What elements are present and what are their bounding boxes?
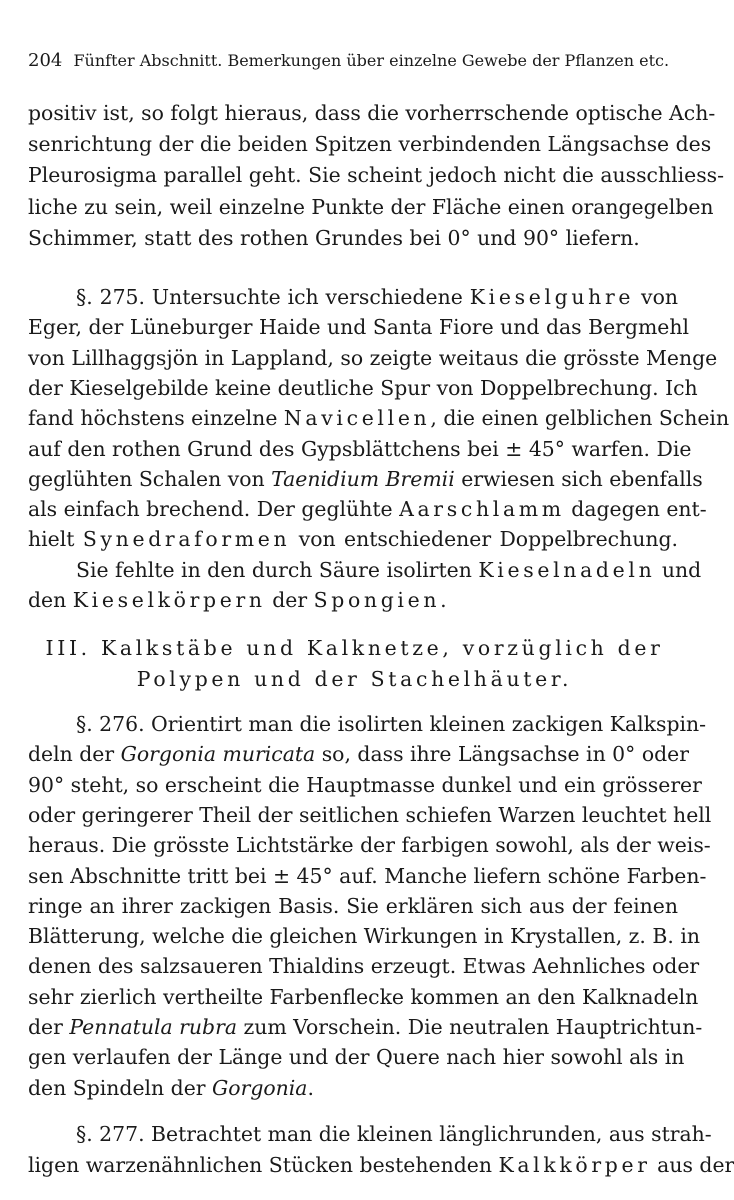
text-line: auf den rothen Grund des Gypsblättchens bei ± 45° warfen. Die — [28, 436, 692, 461]
text-line: den Spindeln der Gorgonia. — [28, 1075, 314, 1100]
text-line: Schimmer, statt des rothen Grundes bei 0° und 90° liefern. — [28, 225, 640, 250]
text-line: heraus. Die grösste Lichtstärke der farbigen sowohl, als der weis- — [28, 833, 711, 858]
text-line: liche zu sein, weil einzelne Punkte der Fläche einen orangegelben — [28, 194, 714, 219]
running-header — [28, 50, 688, 71]
page-number: 204 — [28, 50, 63, 71]
text-line: denen des salzsaueren Thialdins erzeugt. Etwas Aehnliches oder — [28, 954, 700, 979]
text-line: senrichtung der die beiden Spitzen verbindenden Längsachse des — [28, 132, 712, 157]
text-line: den Kieselkörpern der Spongien. — [28, 588, 447, 612]
text-line: Eger, der Lüneburger Haide und Santa Fiore und das Bergmehl — [28, 315, 690, 340]
text-line: deln der Gorgonia muricata so, dass ihre Längsachse in 0° oder — [28, 742, 689, 767]
text-line: ringe an ihrer zackigen Basis. Sie erklären sich aus der feinen — [28, 893, 678, 918]
text-line: gen verlaufen der Länge und der Quere nach hier sowohl als in — [28, 1045, 685, 1070]
running-title: Fünfter Abschnitt. Bemerkungen über einzelne Gewebe der Pflanzen etc. — [73, 51, 670, 70]
section-heading-line-1: III. Kalkstäbe und Kalknetze, vorzüglich der — [45, 636, 664, 660]
text-line: ligen warzenähnlichen Stücken bestehenden Kalkkörper aus der — [28, 1153, 734, 1177]
text-line: §. 277. Betrachtet man die kleinen länglichrunden, aus strah- — [76, 1122, 712, 1146]
text-line: Pleurosigma parallel geht. Sie scheint jedoch nicht die ausschliess- — [28, 163, 725, 188]
text-line: §. 276. Orientirt man die isolirten kleinen zackigen Kalkspin- — [76, 712, 707, 736]
text-line: sehr zierlich vertheilte Farbenflecke kommen an den Kalknadeln — [28, 984, 699, 1009]
text-line: von Lillhaggsjön in Lappland, so zeigte weitaus die grösste Menge — [28, 345, 718, 370]
text-line: oder geringerer Theil der seitlichen schiefen Warzen leuchtet hell — [28, 802, 712, 827]
text-line: positiv ist, so folgt hieraus, dass die vorherrschende optische Ach- — [28, 101, 716, 125]
text-line: geglühten Schalen von Taenidium Bremii erwiesen sich ebenfalls — [28, 466, 703, 491]
text-line: hielt Synedraformen von entschiedener Doppelbrechung. — [28, 527, 678, 552]
section-heading-line-2: Polypen und der Stachelhäuter. — [136, 667, 573, 691]
text-line: Blätterung, welche die gleichen Wirkungen in Krystallen, z. B. in — [28, 924, 700, 949]
text-line: als einfach brechend. Der geglühte Aarschlamm dagegen ent- — [28, 497, 707, 522]
text-line: fand höchstens einzelne Navicellen, die einen gelblichen Schein — [28, 406, 730, 431]
text-line: 90° steht, so erscheint die Hauptmasse dunkel und ein grösserer — [28, 772, 702, 797]
text-line: Sie fehlte in den durch Säure isolirten Kieselnadeln und — [76, 557, 702, 582]
text-line: der Kieselgebilde keine deutliche Spur von Doppelbrechung. Ich — [28, 375, 698, 400]
text-line: sen Abschnitte tritt bei ± 45° auf. Manche liefern schöne Farben- — [28, 863, 707, 888]
text-line: der Pennatula rubra zum Vorschein. Die neutralen Hauptrichtun- — [28, 1015, 703, 1039]
text-line: §. 275. Untersuchte ich verschiedene Kieselguhre von — [76, 285, 678, 309]
